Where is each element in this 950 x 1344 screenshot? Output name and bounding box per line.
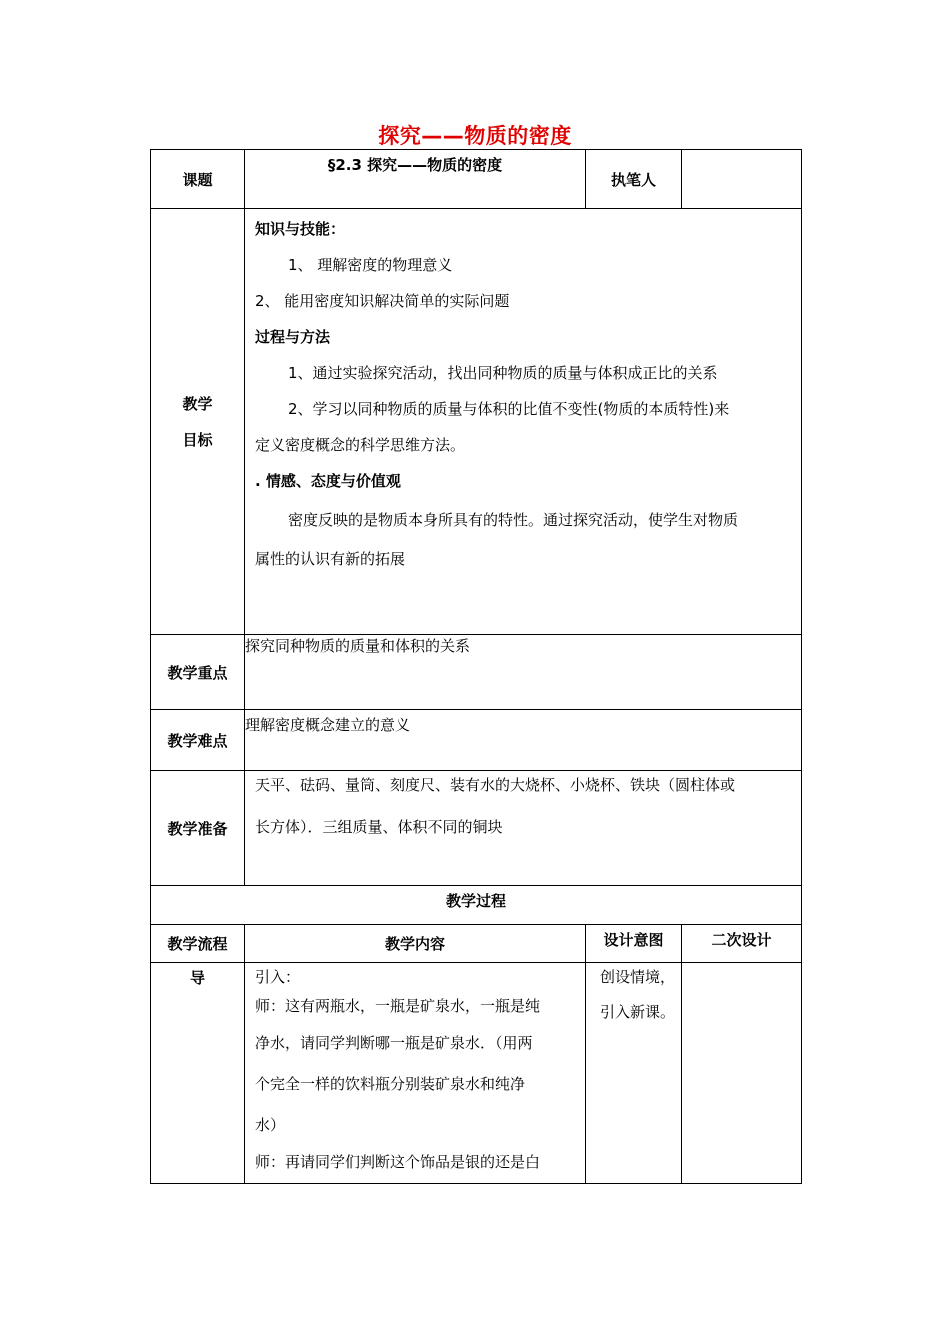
col-redesign-header: 二次设计 (682, 925, 802, 963)
preparation-content (245, 771, 802, 886)
objectives-row (151, 209, 802, 635)
col-flow-header: 教学流程 (151, 925, 245, 963)
knowledge-heading: 知识与技能： (255, 220, 346, 238)
process-item-1: 1、通过实验探究活动，找出同种物质的质量与体积成正比的关系 (288, 364, 718, 382)
key-point-row (151, 635, 802, 710)
key-point-value: 探究同种物质的质量和体积的关系 (245, 635, 802, 710)
emotion-text: 密度反映的是物质本身所具有的特性。通过探究活动，使学生对物质 (288, 511, 739, 529)
process-content-line-3: 净水，请同学判断哪一瓶是矿泉水．（用两 (255, 1034, 533, 1052)
col-content-header: 教学内容 (245, 925, 586, 963)
knowledge-item-1: 1、 理解密度的物理意义 (288, 256, 453, 274)
objectives-content (245, 209, 802, 635)
col-intent-header: 设计意图 (586, 925, 682, 963)
topic-row (151, 150, 802, 209)
preparation-label: 教学准备 (151, 771, 245, 886)
process-title-row (151, 886, 802, 925)
process-content-line-5: 水） (255, 1116, 286, 1134)
knowledge-item-2: 2、 能用密度知识解决简单的实际问题 (255, 292, 510, 310)
process-row (151, 963, 802, 1184)
preparation-row (151, 771, 802, 886)
lesson-plan-table (150, 149, 802, 1184)
process-flow-cell: 导 (151, 963, 245, 1184)
objectives-label-line2: 目标 (182, 430, 213, 449)
emotion-text-cont: 属性的认识有新的拓展 (255, 550, 406, 568)
objectives-label (151, 209, 245, 635)
process-content-line-6: 师：再请同学们判断这个饰品是银的还是白 (255, 1153, 541, 1171)
emotion-heading: . 情感、态度与价值观 (255, 472, 401, 490)
process-intent-cell (586, 963, 682, 1184)
preparation-line-2: 长方体）．三组质量、体积不同的铜块 (255, 818, 503, 836)
objectives-label-line1: 教学 (182, 394, 213, 413)
process-intent-line-1: 创设情境， (600, 968, 676, 986)
preparation-line-1: 天平、砝码、量筒、刻度尺、装有水的大烧杯、小烧杯、铁块（圆柱体或 (255, 776, 736, 794)
process-item-2: 2、学习以同种物质的质量与体积的比值不变性(物质的本质特性)来 (288, 400, 730, 418)
process-content-cell (245, 963, 586, 1184)
process-content-line-2: 师：这有两瓶水，一瓶是矿泉水，一瓶是纯 (255, 997, 541, 1015)
topic-label: 课题 (151, 150, 245, 209)
author-label: 执笔人 (586, 150, 682, 209)
difficulty-row (151, 710, 802, 771)
process-intent-line-2: 引入新课。 (600, 1003, 676, 1021)
process-header-row (151, 925, 802, 963)
key-point-label: 教学重点 (151, 635, 245, 710)
difficulty-value: 理解密度概念建立的意义 (245, 710, 802, 771)
process-content-line-4: 个完全一样的饮料瓶分别装矿泉水和纯净 (255, 1075, 526, 1093)
process-heading: 过程与方法 (255, 328, 331, 346)
document-title: 探究——物质的密度 (378, 124, 572, 148)
topic-value: §2.3 探究——物质的密度 (245, 150, 586, 209)
process-item-2-cont: 定义密度概念的科学思维方法。 (255, 436, 466, 454)
difficulty-label: 教学难点 (151, 710, 245, 771)
author-value (682, 150, 802, 209)
process-redesign-cell (682, 963, 802, 1184)
process-content-line-1: 引入： (255, 968, 301, 986)
process-title: 教学过程 (151, 886, 802, 925)
